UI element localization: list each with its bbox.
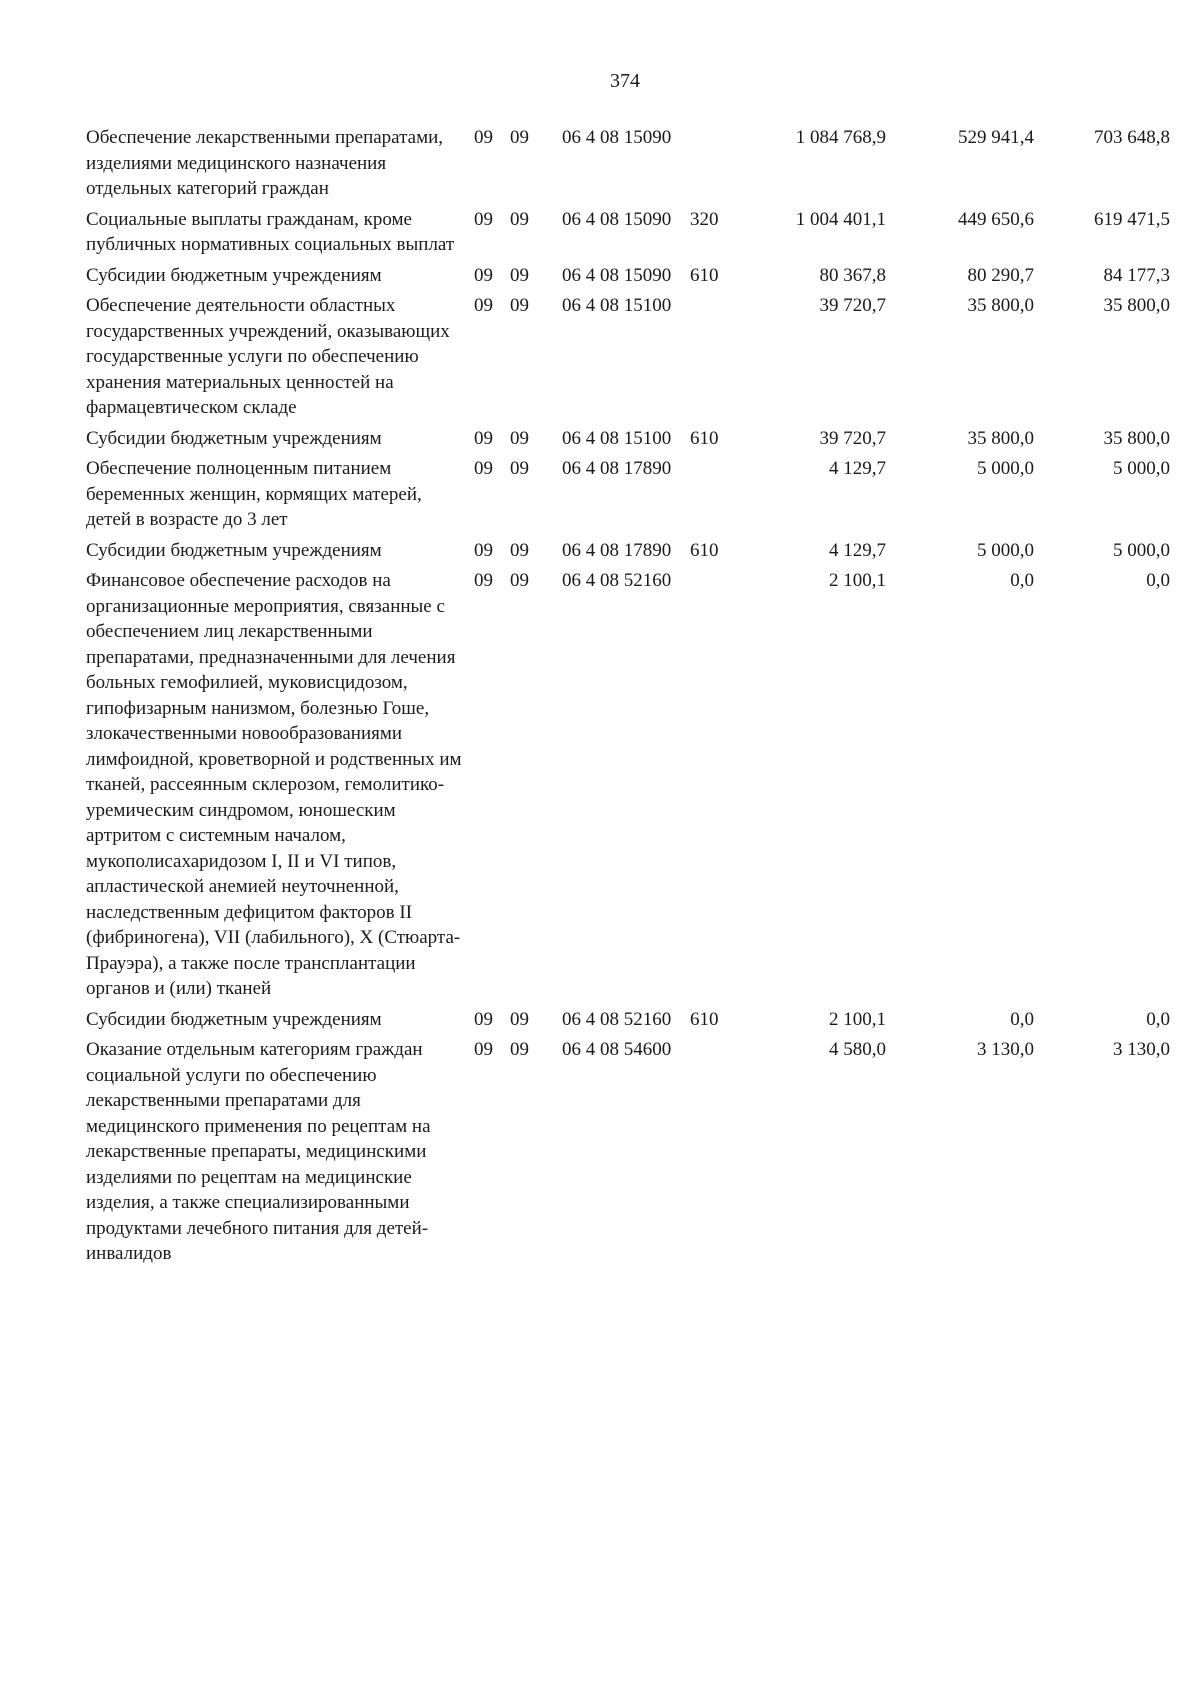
section-code: 09 (474, 127, 493, 148)
section-code: 09 (474, 1008, 493, 1030)
amount-year-3: 5 000,0 (1113, 458, 1170, 479)
table-row (86, 207, 1170, 263)
section-code: 09 (474, 295, 493, 316)
amount-year-1: 1 004 401,1 (795, 208, 886, 230)
page-number: 374 (610, 70, 640, 92)
expense-name: Обеспечение лекарственными препаратами, изделиями медицинского назначения отдельных категорий граждан (86, 127, 444, 199)
expense-name: Социальные выплаты гражданам, кроме публичных нормативных социальных выплат (86, 208, 455, 255)
amount-year-2: 0,0 (1010, 570, 1034, 591)
amount-year-2: 449 650,6 (958, 208, 1034, 230)
target-article-code: 06 4 08 52160 (562, 570, 672, 591)
expense-name: Субсидии бюджетным учреждениям (86, 1008, 382, 1030)
amount-year-2: 5 000,0 (977, 458, 1034, 479)
section-code: 09 (474, 539, 493, 561)
expense-name: Обеспечение полноценным питанием беременных женщин, кормящих матерей, детей в возрасте до 3 лет (86, 458, 422, 530)
expense-type-code (690, 568, 738, 1007)
amount-year-2: 35 800,0 (967, 295, 1034, 316)
amount-year-3: 0,0 (1146, 570, 1170, 591)
amount-year-3: 619 471,5 (1094, 208, 1170, 230)
amount-year-2: 35 800,0 (967, 427, 1034, 449)
subsection-code: 09 (510, 208, 529, 230)
amount-year-3: 3 130,0 (1113, 1039, 1170, 1060)
amount-year-1: 2 100,1 (829, 570, 886, 591)
section-code: 09 (474, 570, 493, 591)
subsection-code: 09 (510, 1008, 529, 1030)
expense-type-code: 610 (690, 539, 719, 561)
target-article-code: 06 4 08 15090 (562, 127, 672, 148)
target-article-code: 06 4 08 15100 (562, 295, 672, 316)
amount-year-1: 80 367,8 (819, 264, 886, 286)
section-code: 09 (474, 458, 493, 479)
table-row (86, 1037, 1170, 1272)
amount-year-2: 5 000,0 (977, 539, 1034, 561)
target-article-code: 06 4 08 15090 (562, 208, 672, 230)
section-code: 09 (474, 208, 493, 230)
table-row (86, 293, 1170, 426)
subsection-code: 09 (510, 295, 529, 316)
budget-table-body (86, 125, 1170, 1272)
table-row (86, 538, 1170, 569)
amount-year-3: 35 800,0 (1103, 427, 1170, 449)
expense-type-code: 610 (690, 264, 719, 286)
expense-name: Субсидии бюджетным учреждениям (86, 427, 382, 449)
subsection-code: 09 (510, 570, 529, 591)
subsection-code: 09 (510, 264, 529, 286)
amount-year-3: 703 648,8 (1094, 127, 1170, 148)
table-row (86, 1007, 1170, 1038)
target-article-code: 06 4 08 52160 (562, 1008, 672, 1030)
expense-name: Субсидии бюджетным учреждениям (86, 539, 382, 561)
expense-type-code: 320 (690, 208, 719, 230)
target-article-code: 06 4 08 17890 (562, 458, 672, 479)
amount-year-2: 3 130,0 (977, 1039, 1034, 1060)
expense-name: Субсидии бюджетным учреждениям (86, 264, 382, 286)
amount-year-1: 1 084 768,9 (795, 127, 886, 148)
subsection-code: 09 (510, 1039, 529, 1060)
target-article-code: 06 4 08 15100 (562, 427, 672, 449)
section-code: 09 (474, 1039, 493, 1060)
expense-name: Обеспечение деятельности областных государственных учреждений, оказывающих государственные услуги по обеспечению хранения материальных ценностей на фармацевтическом складе (86, 295, 450, 418)
amount-year-2: 529 941,4 (958, 127, 1034, 148)
expense-type-code: 610 (690, 427, 719, 449)
amount-year-1: 4 129,7 (829, 539, 886, 561)
expense-type-code (690, 456, 738, 538)
table-row (86, 456, 1170, 538)
table-row (86, 426, 1170, 457)
target-article-code: 06 4 08 15090 (562, 264, 672, 286)
amount-year-1: 39 720,7 (819, 295, 886, 316)
expense-name: Финансовое обеспечение расходов на организационные мероприятия, связанные с обеспечением лиц лекарственными препаратами, предназначенными для лечения больных гемофилией, муковисцидозом, гипофизарным нанизмом, болезнью Гоше, злокачественными новообразованиями лимфоидной, кроветворной и родственных им тканей, рассеянным склерозом, гемолитико-уремическим синдромом, юношеским артритом с системным началом, мукополисахаридозом I, II и VI типов, апластической анемией неуточненной, наследственным дефицитом факторов II (фибриногена), VII (лабильного), X (Стюарта-Прауэра), а также после трансплантации органов и (или) тканей (86, 570, 462, 999)
budget-table (86, 125, 1170, 1272)
expense-type-code (690, 293, 738, 426)
table-row (86, 125, 1170, 207)
section-code: 09 (474, 264, 493, 286)
expense-type-code (690, 1037, 738, 1272)
amount-year-1: 2 100,1 (829, 1008, 886, 1030)
subsection-code: 09 (510, 427, 529, 449)
amount-year-1: 4 580,0 (829, 1039, 886, 1060)
amount-year-2: 0,0 (1010, 1008, 1034, 1030)
subsection-code: 09 (510, 539, 529, 561)
section-code: 09 (474, 427, 493, 449)
target-article-code: 06 4 08 17890 (562, 539, 672, 561)
amount-year-3: 35 800,0 (1103, 295, 1170, 316)
table-row (86, 568, 1170, 1007)
subsection-code: 09 (510, 127, 529, 148)
table-row (86, 263, 1170, 294)
amount-year-3: 0,0 (1146, 1008, 1170, 1030)
amount-year-3: 5 000,0 (1113, 539, 1170, 561)
amount-year-1: 39 720,7 (819, 427, 886, 449)
amount-year-1: 4 129,7 (829, 458, 886, 479)
amount-year-3: 84 177,3 (1103, 264, 1170, 286)
target-article-code: 06 4 08 54600 (562, 1039, 672, 1060)
expense-type-code (690, 125, 738, 207)
expense-type-code: 610 (690, 1008, 719, 1030)
amount-year-2: 80 290,7 (967, 264, 1034, 286)
expense-name: Оказание отдельным категориям граждан социальной услуги по обеспечению лекарственными препаратами для медицинского применения по рецептам на лекарственные препараты, медицинскими изделиями по рецептам на медицинские изделия, а также специализированными продуктами лечебного питания для детей-инвалидов (86, 1039, 431, 1264)
subsection-code: 09 (510, 458, 529, 479)
